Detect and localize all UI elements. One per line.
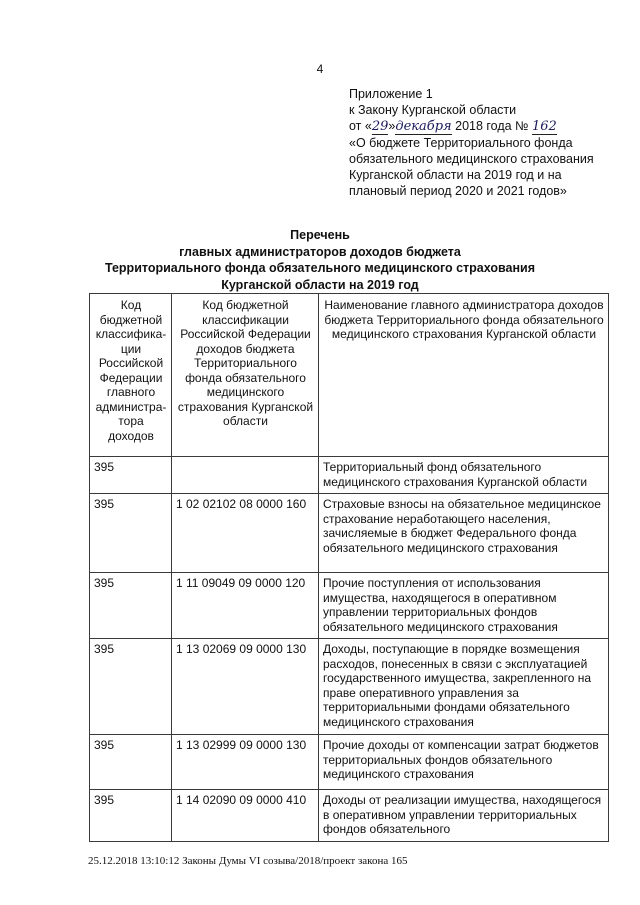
appendix-date-line (349, 118, 609, 135)
cell-name: Доходы от реализации имущества, находящегося в оперативном управлении территориальных фондов обязательного (319, 790, 609, 842)
administrators-table (89, 293, 609, 842)
table-row (90, 639, 609, 735)
cell-admin-code: 395 (90, 494, 172, 573)
title-line-4: Курганской области на 2019 год (221, 277, 419, 292)
title-line-2: главных администраторов доходов бюджета (179, 244, 461, 259)
document-title (0, 227, 640, 293)
handwritten-day: 29 (371, 119, 389, 134)
cell-name: Страховые взносы на обязательное медицинское страхование неработающего населения, зачисляемые в бюджет Федерального фонда обязательного медицинского страхования (319, 494, 609, 573)
cell-admin-code: 395 (90, 457, 172, 494)
cell-admin-code: 395 (90, 573, 172, 639)
page-number: 4 (316, 62, 324, 76)
cell-name: Прочие поступления от использования имущества, находящегося в оперативном управлении территориальных фондов обязательного медицинского страхования (319, 573, 609, 639)
table-row (90, 494, 609, 573)
date-suffix: 2018 года № (451, 119, 529, 133)
table-row (90, 735, 609, 790)
footer-path: 25.12.2018 13:10:12 Законы Думы VI созыва/2018/проект закона 165 (88, 855, 408, 867)
cell-income-code: 1 14 02090 09 0000 410 (172, 790, 319, 842)
table-header-row (90, 294, 609, 457)
cell-admin-code: 395 (90, 735, 172, 790)
appendix-line-2: к Закону Курганской области (349, 103, 517, 117)
header-admin-name: Наименование главного администратора доходов бюджета Территориального фонда обязательного медицинского страхования Курганской области (319, 294, 609, 457)
handwritten-month: декабря (395, 119, 452, 134)
title-line-1: Перечень (290, 228, 350, 242)
table-row (90, 790, 609, 842)
cell-income-code (172, 457, 319, 494)
date-mid: » (388, 119, 396, 133)
appendix-line-1: Приложение 1 (349, 87, 433, 101)
cell-name: Прочие доходы от компенсации затрат бюджетов территориальных фондов обязательного медицинского страхования (319, 735, 609, 790)
date-prefix: от « (349, 119, 372, 133)
handwritten-law-number: 162 (531, 119, 557, 134)
cell-income-code: 1 02 02102 08 0000 160 (172, 494, 319, 573)
table-row (90, 573, 609, 639)
cell-income-code: 1 11 09049 09 0000 120 (172, 573, 319, 639)
cell-name: Доходы, поступающие в порядке возмещения расходов, понесенных в связи с эксплуатацией государственного имущества, закрепленного на праве оперативного управления за территориальными фондами обязательного медицинского страхования (319, 639, 609, 735)
appendix-block (349, 86, 609, 199)
appendix-law-title: «О бюджете Территориального фонда обязательного медицинского страхования Курганской области на 2019 год и на плановый период 2020 и 2021 годов» (349, 136, 594, 198)
title-line-3: Территориального фонда обязательного медицинского страхования (104, 261, 536, 275)
cell-income-code: 1 13 02069 09 0000 130 (172, 639, 319, 735)
cell-admin-code: 395 (90, 639, 172, 735)
cell-name: Территориальный фонд обязательного медицинского страхования Курганской области (319, 457, 609, 494)
cell-admin-code: 395 (90, 790, 172, 842)
header-admin-code: Код бюджетной классифика-ции Российской Федерации главного администра-тора доходов (90, 294, 172, 457)
table-row (90, 457, 609, 494)
header-income-code: Код бюджетной классификации Российской Федерации доходов бюджета Территориального фонда обязательного медицинского страхования Курганской области (172, 294, 319, 457)
cell-income-code: 1 13 02999 09 0000 130 (172, 735, 319, 790)
